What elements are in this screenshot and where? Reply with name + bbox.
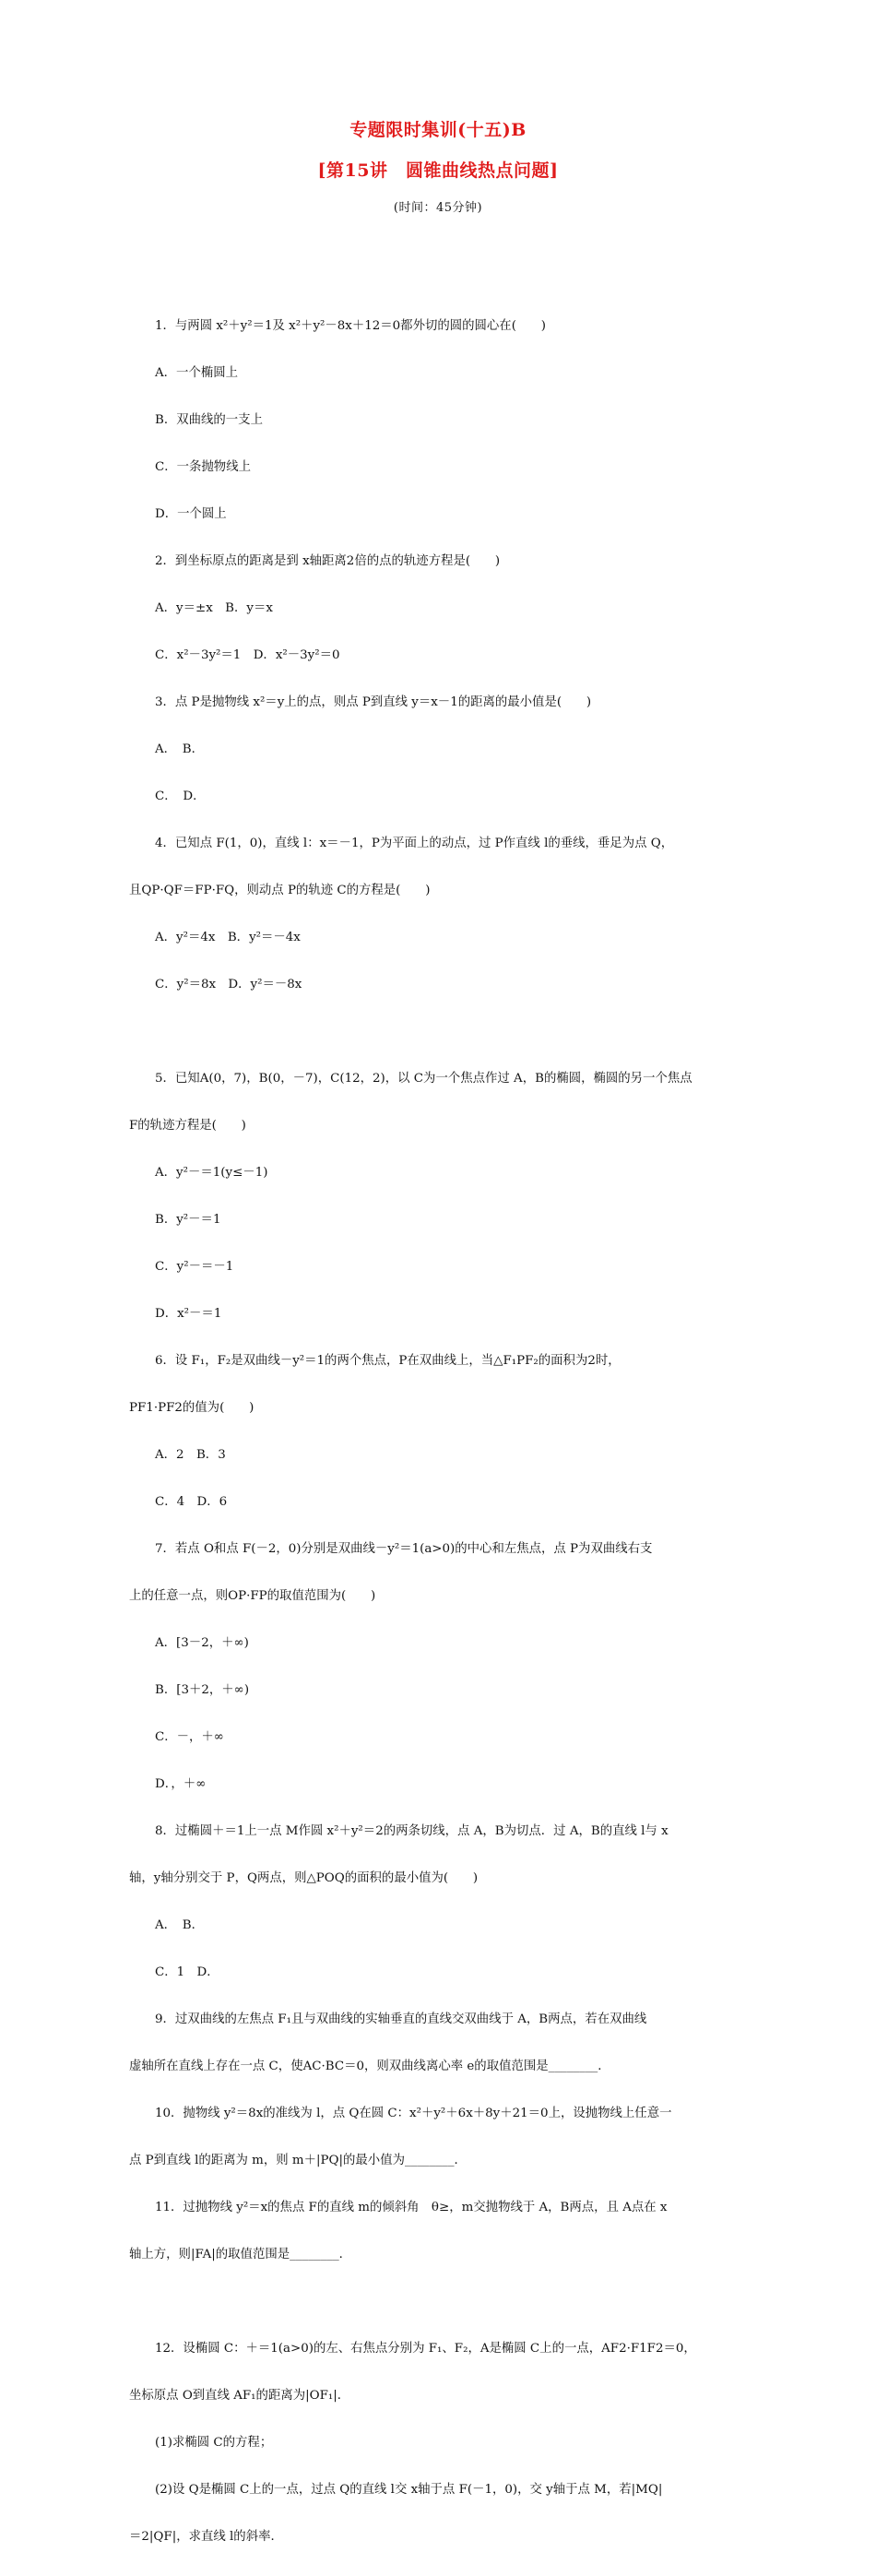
question-5-option: C．y²－＝－1 [155, 1260, 234, 1274]
question-7-option: D．，＋∞ [155, 1777, 207, 1791]
question-1-option: D．一个圆上 [155, 507, 227, 521]
question-4-stem-cont: 且QP·QF＝FP·FQ，则动点 P的轨迹 C的方程是( ) [129, 884, 431, 897]
question-1-option: A．一个椭圆上 [155, 366, 239, 380]
question-5-option: B．y²－＝1 [155, 1213, 221, 1227]
question-4-option: A．y²＝4x B．y²＝－4x [155, 931, 301, 944]
question-7-option: A．[3－2，＋∞) [155, 1636, 249, 1650]
question-12-part-2: (2)设 Q是椭圆 C上的一点，过点 Q的直线 l交 x轴于点 F(－1，0)，交 y轴于点 M，若|MQ| [155, 2483, 663, 2497]
time-limit: (时间：45分钟) [393, 201, 483, 215]
question-1-option: B．双曲线的一支上 [155, 413, 263, 427]
question-1-stem: 1．与两圆 x²＋y²＝1及 x²＋y²－8x＋12＝0都外切的圆的圆心在( ) [155, 319, 546, 333]
question-2-option: A．y＝±x B．y＝x [155, 601, 273, 615]
question-7-option: B．[3＋2，＋∞) [155, 1683, 250, 1697]
question-9-stem-cont: 虚轴所在直线上存在一点 C，使AC·BC＝0，则双曲线离心率 e的取值范围是________． [129, 2060, 610, 2073]
question-6-option: C．4 D．6 [155, 1495, 228, 1509]
question-2-stem: 2．到坐标原点的距离是到 x轴距离2倍的点的轨迹方程是( ) [155, 554, 501, 568]
question-5-option: D．x²－＝1 [155, 1307, 222, 1321]
question-10-stem: 10．抛物线 y²＝8x的准线为 l，点 Q在圆 C：x²＋y²＋6x＋8y＋21＝0上，设抛物线上任意一 [155, 2107, 672, 2120]
question-7-option: C．－，＋∞ [155, 1730, 224, 1744]
question-12-part-1: (1)求椭圆 C的方程； [155, 2436, 273, 2450]
question-5-stem-cont: F的轨迹方程是( ) [129, 1119, 246, 1133]
question-8-stem-cont: 轴，y轴分别交于 P，Q两点，则△POQ的面积的最小值为( ) [129, 1871, 479, 1885]
question-6-stem-cont: PF1·PF2的值为( ) [129, 1401, 255, 1415]
question-11-stem-cont: 轴上方，则|FA|的取值范围是________． [129, 2248, 352, 2261]
question-1-option: C．一条抛物线上 [155, 460, 251, 474]
question-12-stem: 12．设椭圆 C：＋＝1(a>0)的左、右焦点分别为 F₁、F₂，A是椭圆 C上的一点，AF2·F1F2＝0， [155, 2342, 696, 2356]
question-12-stem-cont: 坐标原点 O到直线 AF₁的距离为|OF₁|． [129, 2389, 350, 2403]
question-6-stem: 6．设 F₁，F₂是双曲线－y²＝1的两个焦点，P在双曲线上，当△F₁PF₂的面积为2时， [155, 1354, 621, 1368]
question-8-option: C．1 D． [155, 1965, 219, 1979]
question-3-option: C． D． [155, 789, 206, 803]
question-5-option: A．y²－＝1(y≤－1) [155, 1166, 268, 1180]
question-7-stem: 7．若点 O和点 F(－2，0)分别是双曲线－y²＝1(a>0)的中心和左焦点，点 P为双曲线右支 [155, 1542, 653, 1556]
question-6-option: A．2 B．3 [155, 1448, 226, 1462]
question-9-stem: 9．过双曲线的左焦点 F₁且与双曲线的实轴垂直的直线交双曲线于 A，B两点，若在双曲线 [155, 2012, 647, 2026]
question-2-option: C．x²－3y²＝1 D．x²－3y²＝0 [155, 648, 340, 662]
question-5-stem: 5．已知A(0，7)，B(0，－7)，C(12，2)，以 C为一个焦点作过 A，B的椭圆，椭圆的另一个焦点 [155, 1072, 693, 1086]
question-10-stem-cont: 点 P到直线 l的距离为 m，则 m＋|PQ|的最小值为________． [129, 2154, 467, 2167]
question-8-option: A． B． [155, 1918, 204, 1932]
question-4-stem: 4．已知点 F(1，0)，直线 l：x＝－1，P为平面上的动点，过 P作直线 l的垂线，垂足为点 Q， [155, 837, 674, 850]
question-8-stem: 8．过椭圆＋＝1上一点 M作圆 x²＋y²＝2的两条切线，点 A，B为切点．过 A，B的直线 l与 x [155, 1824, 669, 1838]
question-body [129, 287, 764, 2576]
question-7-stem-cont: 上的任意一点，则OP·FP的取值范围为( ) [129, 1589, 376, 1603]
question-12-part-2-cont: ＝2|QF|，求直线 l的斜率． [129, 2530, 283, 2544]
question-3-option: A． B． [155, 742, 204, 756]
question-3-stem: 3．点 P是抛物线 x²＝y上的点，则点 P到直线 y＝x－1的距离的最小值是( ) [155, 695, 592, 709]
document-subtitle: [第15讲 圆锥曲线热点问题] [317, 160, 559, 181]
document-title: 专题限时集训(十五)B [349, 120, 527, 140]
question-11-stem: 11．过抛物线 y²＝x的焦点 F的直线 m的倾斜角 θ≥，m交抛物线于 A，B两点，且 A点在 x [155, 2201, 668, 2214]
question-4-option: C．y²＝8x D．y²＝－8x [155, 978, 302, 991]
